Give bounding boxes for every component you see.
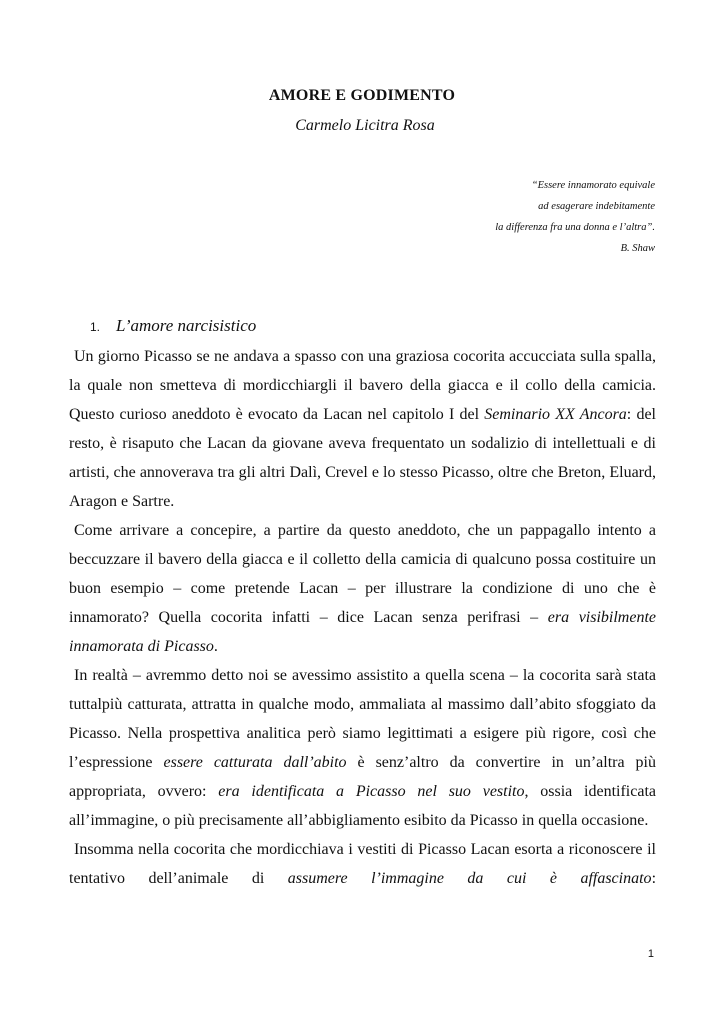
epigraph-line: “Essere innamorato equivale	[531, 180, 655, 191]
italic-text-run: assumere l’immagine da cui è affascinato	[287, 870, 652, 887]
body-text	[69, 342, 656, 893]
italic-text-run: era identificata a Picasso nel suo vestito	[218, 783, 525, 800]
body-paragraph	[69, 835, 656, 893]
body-paragraph	[69, 342, 656, 516]
text-run: .	[213, 638, 218, 655]
italic-text-run: essere catturata dall’abito	[163, 754, 347, 771]
epigraph	[495, 175, 655, 259]
text-run: Insomma nella cocorita che mordicchiava i vestiti di Picasso Lacan esorta a riconoscere il tentativo dell’animale di	[69, 841, 656, 887]
italic-text-run: era visibilmente innamorata di Picasso	[69, 609, 657, 655]
epigraph-line: la differenza fra una donna e l’altra”.	[495, 222, 655, 233]
section-number: 1.	[90, 320, 101, 334]
italic-text-run: Seminario XX Ancora	[484, 406, 627, 423]
author-name: Carmelo Licitra Rosa	[295, 117, 435, 134]
section-heading	[90, 316, 256, 336]
text-run: , ossia identificata all’immagine, o più precisamente all’abbigliamento esibito da Picasso in quella occasione.	[69, 783, 657, 829]
text-run: : del resto, è risaputo che Lacan da giovane aveva frequentato un sodalizio di intellettuali e di artisti, che annoverava tra gli altri Dalì, Crevel e lo stesso Picasso, oltre che Breton, Eluard, Aragon e Sartre.	[69, 406, 656, 510]
page-number: 1	[647, 948, 654, 960]
section-title: L’amore narcisistico	[116, 316, 257, 335]
document-title: AMORE E GODIMENTO	[268, 87, 456, 104]
text-run: :	[651, 870, 657, 887]
body-paragraph	[69, 516, 656, 661]
epigraph-line: ad esagerare indebitamente	[538, 201, 655, 212]
text-run: In realtà – avremmo detto noi se avessimo assistito a quella scena – la cocorita sarà stata tuttalpiù catturata, attratta in qualche modo, ammaliata al massimo dall’abito sfoggiato da Picasso. Nella prospettiva analitica però siamo legittimati a esigere più rigore, così che l’espressione	[69, 667, 656, 771]
text-run: Come arrivare a concepire, a partire da questo aneddoto, che un pappagallo intento a beccuzzare il bavero della giacca e il colletto della camicia di qualcuno possa costituire un buon esempio – come pretende Lacan – per illustrare la condizione di uno che è innamorato? Quella cocorita infatti – dice Lacan senza perifrasi –	[69, 522, 656, 626]
epigraph-attribution: B. Shaw	[620, 243, 655, 254]
text-run: è senz’altro da convertire in un’altra più appropriata, ovvero:	[69, 754, 656, 800]
text-run: Un giorno Picasso se ne andava a spasso con una graziosa cocorita accucciata sulla spalla, la quale non smetteva di mordicchiargli il bavero della giacca e il collo della camicia. Questo curioso aneddoto è evocato da Lacan nel capitolo I del	[69, 348, 656, 423]
body-paragraph	[69, 661, 656, 835]
